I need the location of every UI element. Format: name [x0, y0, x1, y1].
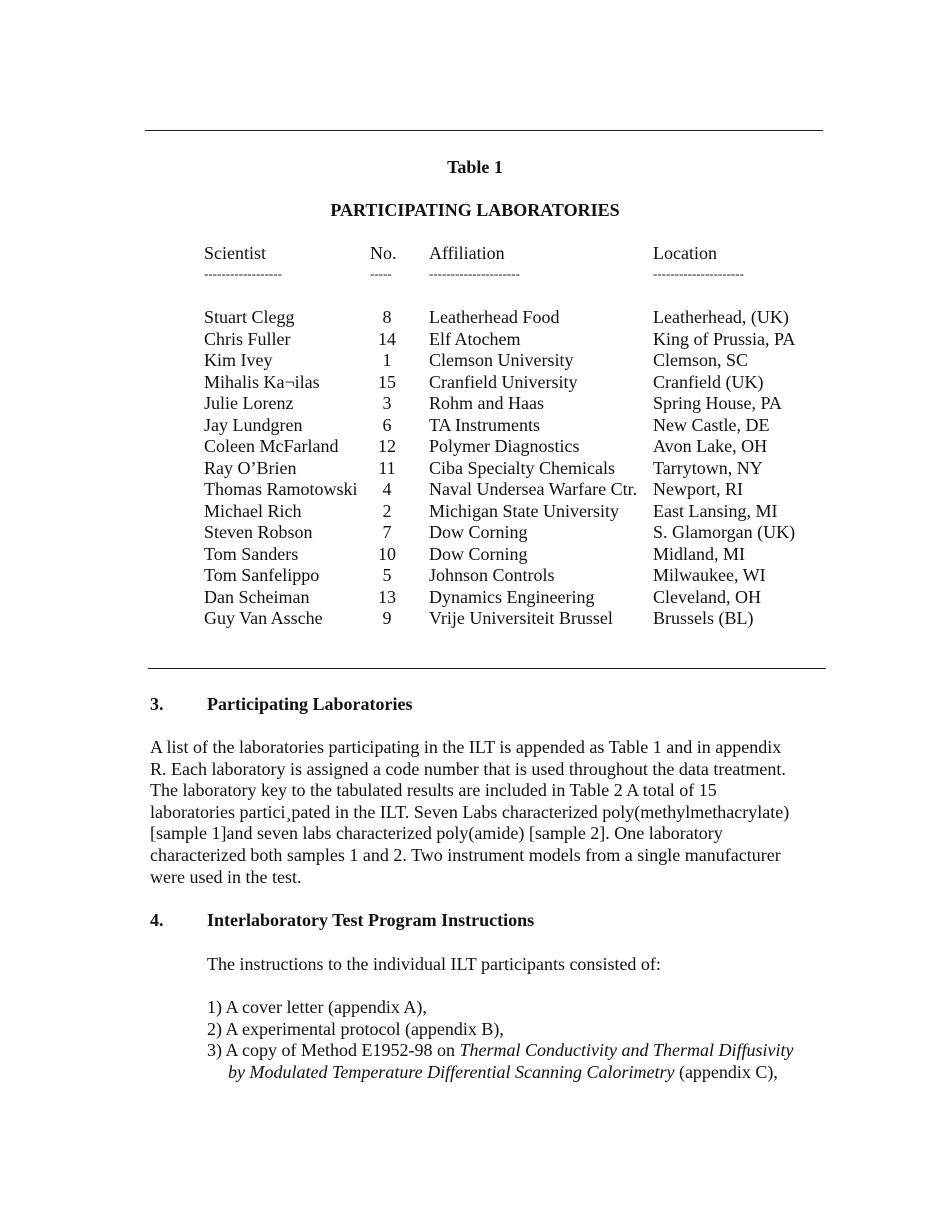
dash-no: ----- — [370, 266, 392, 281]
table-cell-affiliation: Johnson Controls — [429, 565, 555, 585]
table-cell-no: 1 — [382, 350, 392, 370]
section-4-intro: The instructions to the individual ILT participants consisted of: — [207, 954, 661, 974]
table-cell-no: 11 — [378, 457, 396, 478]
table-cell-scientist: Chris Fuller — [204, 328, 291, 349]
table-title: PARTICIPATING LABORATORIES — [330, 200, 620, 220]
dash-location: --------------------- — [653, 266, 744, 281]
list-item-text: (appendix C), — [674, 1061, 778, 1082]
table-cell-no: 9 — [382, 608, 392, 628]
table-cell-scientist: Guy Van Assche — [204, 608, 323, 628]
section-3-number: 3. — [150, 694, 164, 714]
table-cell-location: Cleveland, OH — [653, 586, 761, 607]
table-cell-location: Milwaukee, WI — [653, 565, 766, 585]
table-cell-no: 3 — [382, 393, 392, 413]
table-cell-no: 14 — [378, 328, 396, 349]
dash-affiliation: --------------------- — [429, 266, 520, 281]
table-cell-affiliation: Dow Corning — [429, 543, 528, 564]
table-cell-scientist: Steven Robson — [204, 522, 313, 542]
table-cell-scientist: Michael Rich — [204, 500, 302, 521]
table-cell-location: Tarrytown, NY — [653, 457, 763, 478]
table-cell-affiliation: Dynamics Engineering — [429, 586, 595, 607]
table-cell-no: 12 — [378, 436, 396, 456]
table-cell-location: New Castle, DE — [653, 414, 770, 435]
table-cell-scientist: Ray O’Brien — [204, 457, 297, 478]
instructions-list — [207, 997, 793, 1083]
table-cell-no: 10 — [378, 543, 396, 564]
table-cell-no: 2 — [382, 500, 392, 521]
table-cell-location: Brussels (BL) — [653, 608, 754, 628]
paragraph-line: R. Each laboratory is assigned a code number that is used throughout the data treatment. — [150, 758, 786, 779]
list-item — [207, 1040, 793, 1062]
table-cell-scientist: Stuart Clegg — [204, 307, 295, 327]
table-cell-location: Cranfield (UK) — [653, 371, 764, 392]
table-cell-scientist: Mihalis Ka¬ilas — [204, 371, 320, 392]
table-cell-affiliation: Elf Atochem — [429, 328, 521, 349]
bottom-rule — [148, 668, 826, 669]
table-cell-scientist: Thomas Ramotowski — [204, 479, 358, 499]
table-cell-scientist: Coleen McFarland — [204, 436, 339, 456]
table-cell-no: 4 — [382, 479, 392, 499]
table-cell-affiliation: Rohm and Haas — [429, 393, 544, 413]
table-cell-scientist: Dan Scheiman — [204, 586, 310, 607]
table-cell-affiliation: Clemson University — [429, 350, 574, 370]
table-cell-scientist: Jay Lundgren — [204, 414, 303, 435]
table-cell-no: 6 — [382, 414, 392, 435]
table-cell-affiliation: Ciba Specialty Chemicals — [429, 457, 615, 478]
list-item-text: 3) A copy of Method E1952-98 on — [207, 1040, 460, 1060]
method-title-italic: Thermal Conductivity and Thermal Diffusivity — [459, 1040, 794, 1060]
top-rule — [145, 130, 823, 131]
table-caption: Table 1 — [447, 157, 503, 177]
header-affiliation: Affiliation — [429, 243, 505, 263]
table-cell-location: Spring House, PA — [653, 393, 782, 413]
section-4-number: 4. — [150, 910, 164, 930]
table-cell-location: Leatherhead, (UK) — [653, 307, 789, 327]
paragraph-line: [sample 1]and seven labs characterized poly(amide) [sample 2]. One laboratory — [150, 823, 723, 844]
table-cell-scientist: Tom Sanfelippo — [204, 565, 320, 585]
table-cell-no: 5 — [382, 565, 392, 585]
paragraph-line: characterized both samples 1 and 2. Two instrument models from a single manufacturer — [150, 844, 781, 865]
table-cell-location: Avon Lake, OH — [653, 436, 768, 456]
table-cell-scientist: Julie Lorenz — [204, 393, 294, 413]
table-cell-location: Clemson, SC — [653, 350, 749, 370]
table-cell-affiliation: TA Instruments — [429, 414, 541, 435]
table-cell-location: King of Prussia, PA — [653, 328, 796, 349]
table-cell-location: Midland, MI — [653, 543, 745, 564]
section-4-title: Interlaboratory Test Program Instructions — [207, 910, 535, 930]
table-cell-no: 7 — [382, 522, 392, 542]
paragraph-line: laboratories partici¸pated in the ILT. Seven Labs characterized poly(methylmethacrylate) — [150, 801, 790, 822]
table-cell-affiliation: Polymer Diagnostics — [429, 436, 580, 456]
list-item: 2) A experimental protocol (appendix B), — [207, 1018, 504, 1039]
table-cell-location: S. Glamorgan (UK) — [653, 522, 796, 542]
method-title-italic: by Modulated Temperature Differential Scanning Calorimetry — [228, 1061, 675, 1082]
table-cell-affiliation: Dow Corning — [429, 522, 528, 542]
table-cell-no: 15 — [378, 371, 396, 392]
table-cell-affiliation: Vrije Universiteit Brussel — [429, 608, 613, 628]
table-cell-no: 8 — [382, 307, 392, 327]
dash-scientist: ------------------ — [204, 266, 282, 281]
table-cell-affiliation: Naval Undersea Warfare Ctr. — [429, 479, 638, 499]
table-cell-location: East Lansing, MI — [653, 500, 778, 521]
section-3-title: Participating Laboratories — [207, 694, 413, 714]
paragraph-line: A list of the laboratories participating in the ILT is appended as Table 1 and in appendix — [150, 737, 782, 757]
table-cell-scientist: Tom Sanders — [204, 543, 299, 564]
list-item: 1) A cover letter (appendix A), — [207, 997, 427, 1017]
header-scientist: Scientist — [204, 243, 266, 263]
table-cell-affiliation: Leatherhead Food — [429, 307, 560, 327]
list-item-continuation — [207, 1062, 793, 1084]
table-cell-affiliation: Michigan State University — [429, 500, 619, 521]
header-location: Location — [653, 243, 717, 263]
header-no: No. — [370, 243, 397, 263]
table-cell-scientist: Kim Ivey — [204, 350, 273, 370]
paragraph-line: were used in the test. — [150, 866, 302, 887]
section-3-paragraph — [150, 737, 830, 888]
paragraph-line: The laboratory key to the tabulated results are included in Table 2 A total of 15 — [150, 780, 717, 801]
table-cell-no: 13 — [378, 586, 396, 607]
table-cell-location: Newport, RI — [653, 479, 743, 499]
table-cell-affiliation: Cranfield University — [429, 371, 578, 392]
